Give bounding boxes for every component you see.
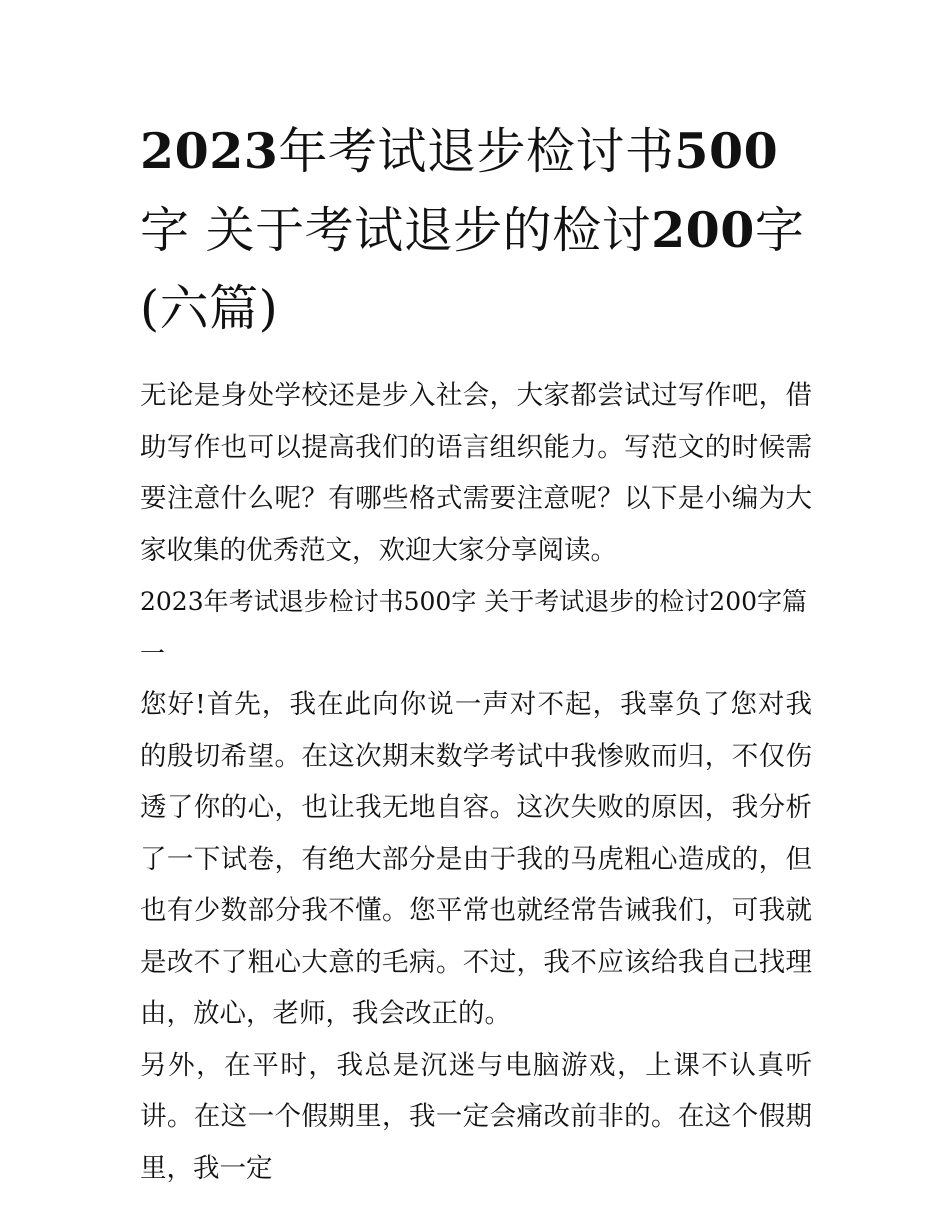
document-page	[140, 112, 812, 1194]
body-paragraph-2: 另外，在平时，我总是沉迷与电脑游戏，上课不认真听讲。在这一个假期里，我一定会痛改前非的。在这个假期里，我一定	[140, 1049, 812, 1184]
body-paragraph-1: 您好!首先，我在此向你说一声对不起，我辜负了您对我的殷切希望。在这次期末数学考试中我惨败而归，不仅伤透了你的心，也让我无地自容。这次失败的原因，我分析了一下试卷，有绝大部分是由于我的马虎粗心造成的，但也有少数部分我不懂。您平常也就经常告诫我们，可我就是改不了粗心大意的毛病。不过，我不应该给我自己找理由，放心，老师，我会改正的。	[140, 689, 812, 1029]
intro-paragraph: 无论是身处学校还是步入社会，大家都尝试过写作吧，借助写作也可以提高我们的语言组织能力。写范文的时候需要注意什么呢？有哪些格式需要注意呢？以下是小编为大家收集的优秀范文，欢迎大家分享阅读。	[140, 380, 812, 566]
document-title: 2023年考试退步检讨书500字 关于考试退步的检讨200字(六篇)	[140, 122, 805, 337]
section-heading: 2023年考试退步检讨书500字 关于考试退步的检讨200字篇一	[140, 587, 808, 668]
